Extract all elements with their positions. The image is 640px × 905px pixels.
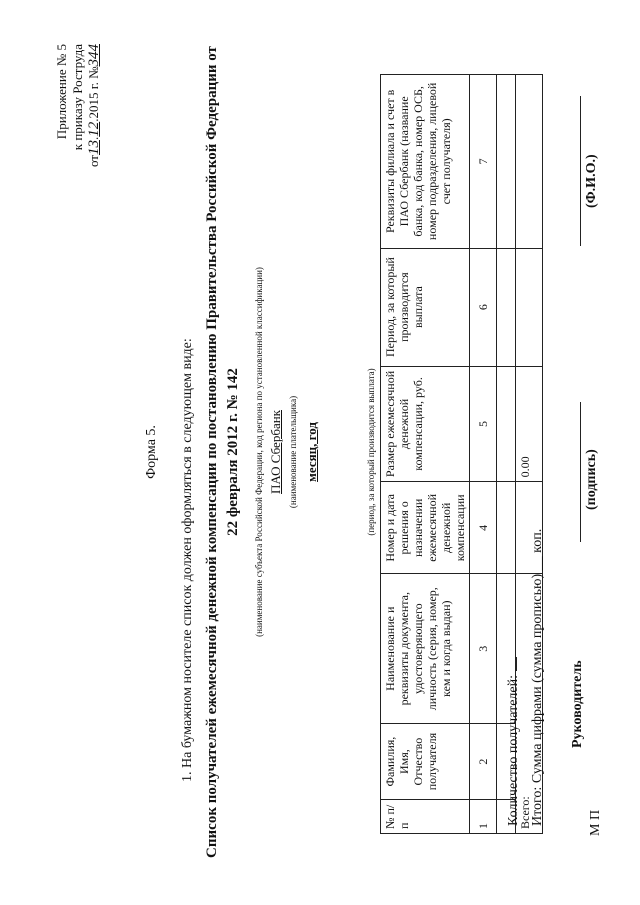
- column-number: 6: [470, 248, 497, 366]
- document-title: [202, 22, 244, 882]
- total-amount: 0.00: [516, 366, 543, 482]
- column-number: 4: [470, 482, 497, 574]
- header-decision: Номер и дата решения о назначении ежемесячной денежной компенсации: [381, 482, 470, 574]
- annex-line1: Приложение № 5: [54, 44, 69, 140]
- payer-note: (наименование плательщика): [288, 395, 298, 509]
- annex-date-month: 12: [86, 121, 102, 137]
- fio-label: (Ф.И.О.): [584, 154, 599, 208]
- title-line2: 22 февраля 2012 г. № 142: [225, 368, 241, 536]
- recipients-count: [506, 658, 522, 827]
- column-number: 1: [470, 800, 497, 834]
- table-cell: [497, 248, 516, 366]
- total-in-words: Итого: Сумма цифрами (сумма прописью) __ коп.: [530, 528, 545, 826]
- form-title: Форма 5.: [144, 425, 159, 479]
- header-fio: Фамилия, Имя, Отчество получателя: [381, 724, 470, 800]
- period-value: месяц, год: [304, 422, 319, 482]
- column-number-row: [470, 75, 497, 834]
- header-period: Период, за который производится выплата: [381, 248, 470, 366]
- form-sheet: [40, 22, 603, 882]
- annex-number: 344: [86, 44, 102, 67]
- signature-label: (подпись): [584, 449, 599, 510]
- header-bank-details: Реквизиты филиала и счет в ПАО Сбербанк (название банка, код банка, номер ОСБ, номер подразделения, лицевой счет получателя): [381, 75, 470, 249]
- payer-name: ПАО Сбербанк: [268, 410, 283, 494]
- table-cell: [516, 248, 543, 366]
- annex-line2: к приказу Роструда: [70, 44, 85, 151]
- table-cell: [516, 75, 543, 249]
- annex-date-day: 13: [86, 140, 102, 156]
- header-number: № п/п: [381, 800, 470, 834]
- header-amount: Размер ежемесячной денежной компенсации, руб.: [381, 366, 470, 482]
- head-label: Руководитель: [570, 660, 585, 748]
- annex-date-prefix: от: [86, 155, 101, 168]
- region-note: (наименование субъекта Российской Федерации, код региона по установленной классификации): [254, 267, 264, 637]
- table-cell: [497, 482, 516, 574]
- table-cell: [497, 366, 516, 482]
- header-document: Наименование и реквизиты документа, удостоверяющего личность (серия, номер, кем и когда выдан): [381, 574, 470, 724]
- signature-line: [580, 402, 581, 542]
- column-number: 3: [470, 574, 497, 724]
- annex-date-year: 2015 г. №: [86, 66, 101, 119]
- annex-date: от13.12.2015 г. №344: [86, 44, 102, 168]
- annex-block: [54, 44, 102, 167]
- recipients-count-label: Количество получателей:: [506, 675, 521, 826]
- title-line1: Список получателей ежемесячной денежной компенсации по постановлению Правительства Российской Федерации от: [204, 46, 220, 858]
- total-label: Всего:: [516, 574, 543, 834]
- column-number: 7: [470, 75, 497, 249]
- column-number: 2: [470, 724, 497, 800]
- table-cell: [497, 75, 516, 249]
- column-number: 5: [470, 366, 497, 482]
- fio-line: [580, 96, 581, 246]
- stamp-label: М П: [588, 809, 603, 836]
- table-header-row: [381, 75, 470, 834]
- intro-text: 1. На бумажном носителе список должен оформляться в следующем виде:: [180, 338, 195, 782]
- period-note: (период, за который производится выплата): [366, 368, 376, 536]
